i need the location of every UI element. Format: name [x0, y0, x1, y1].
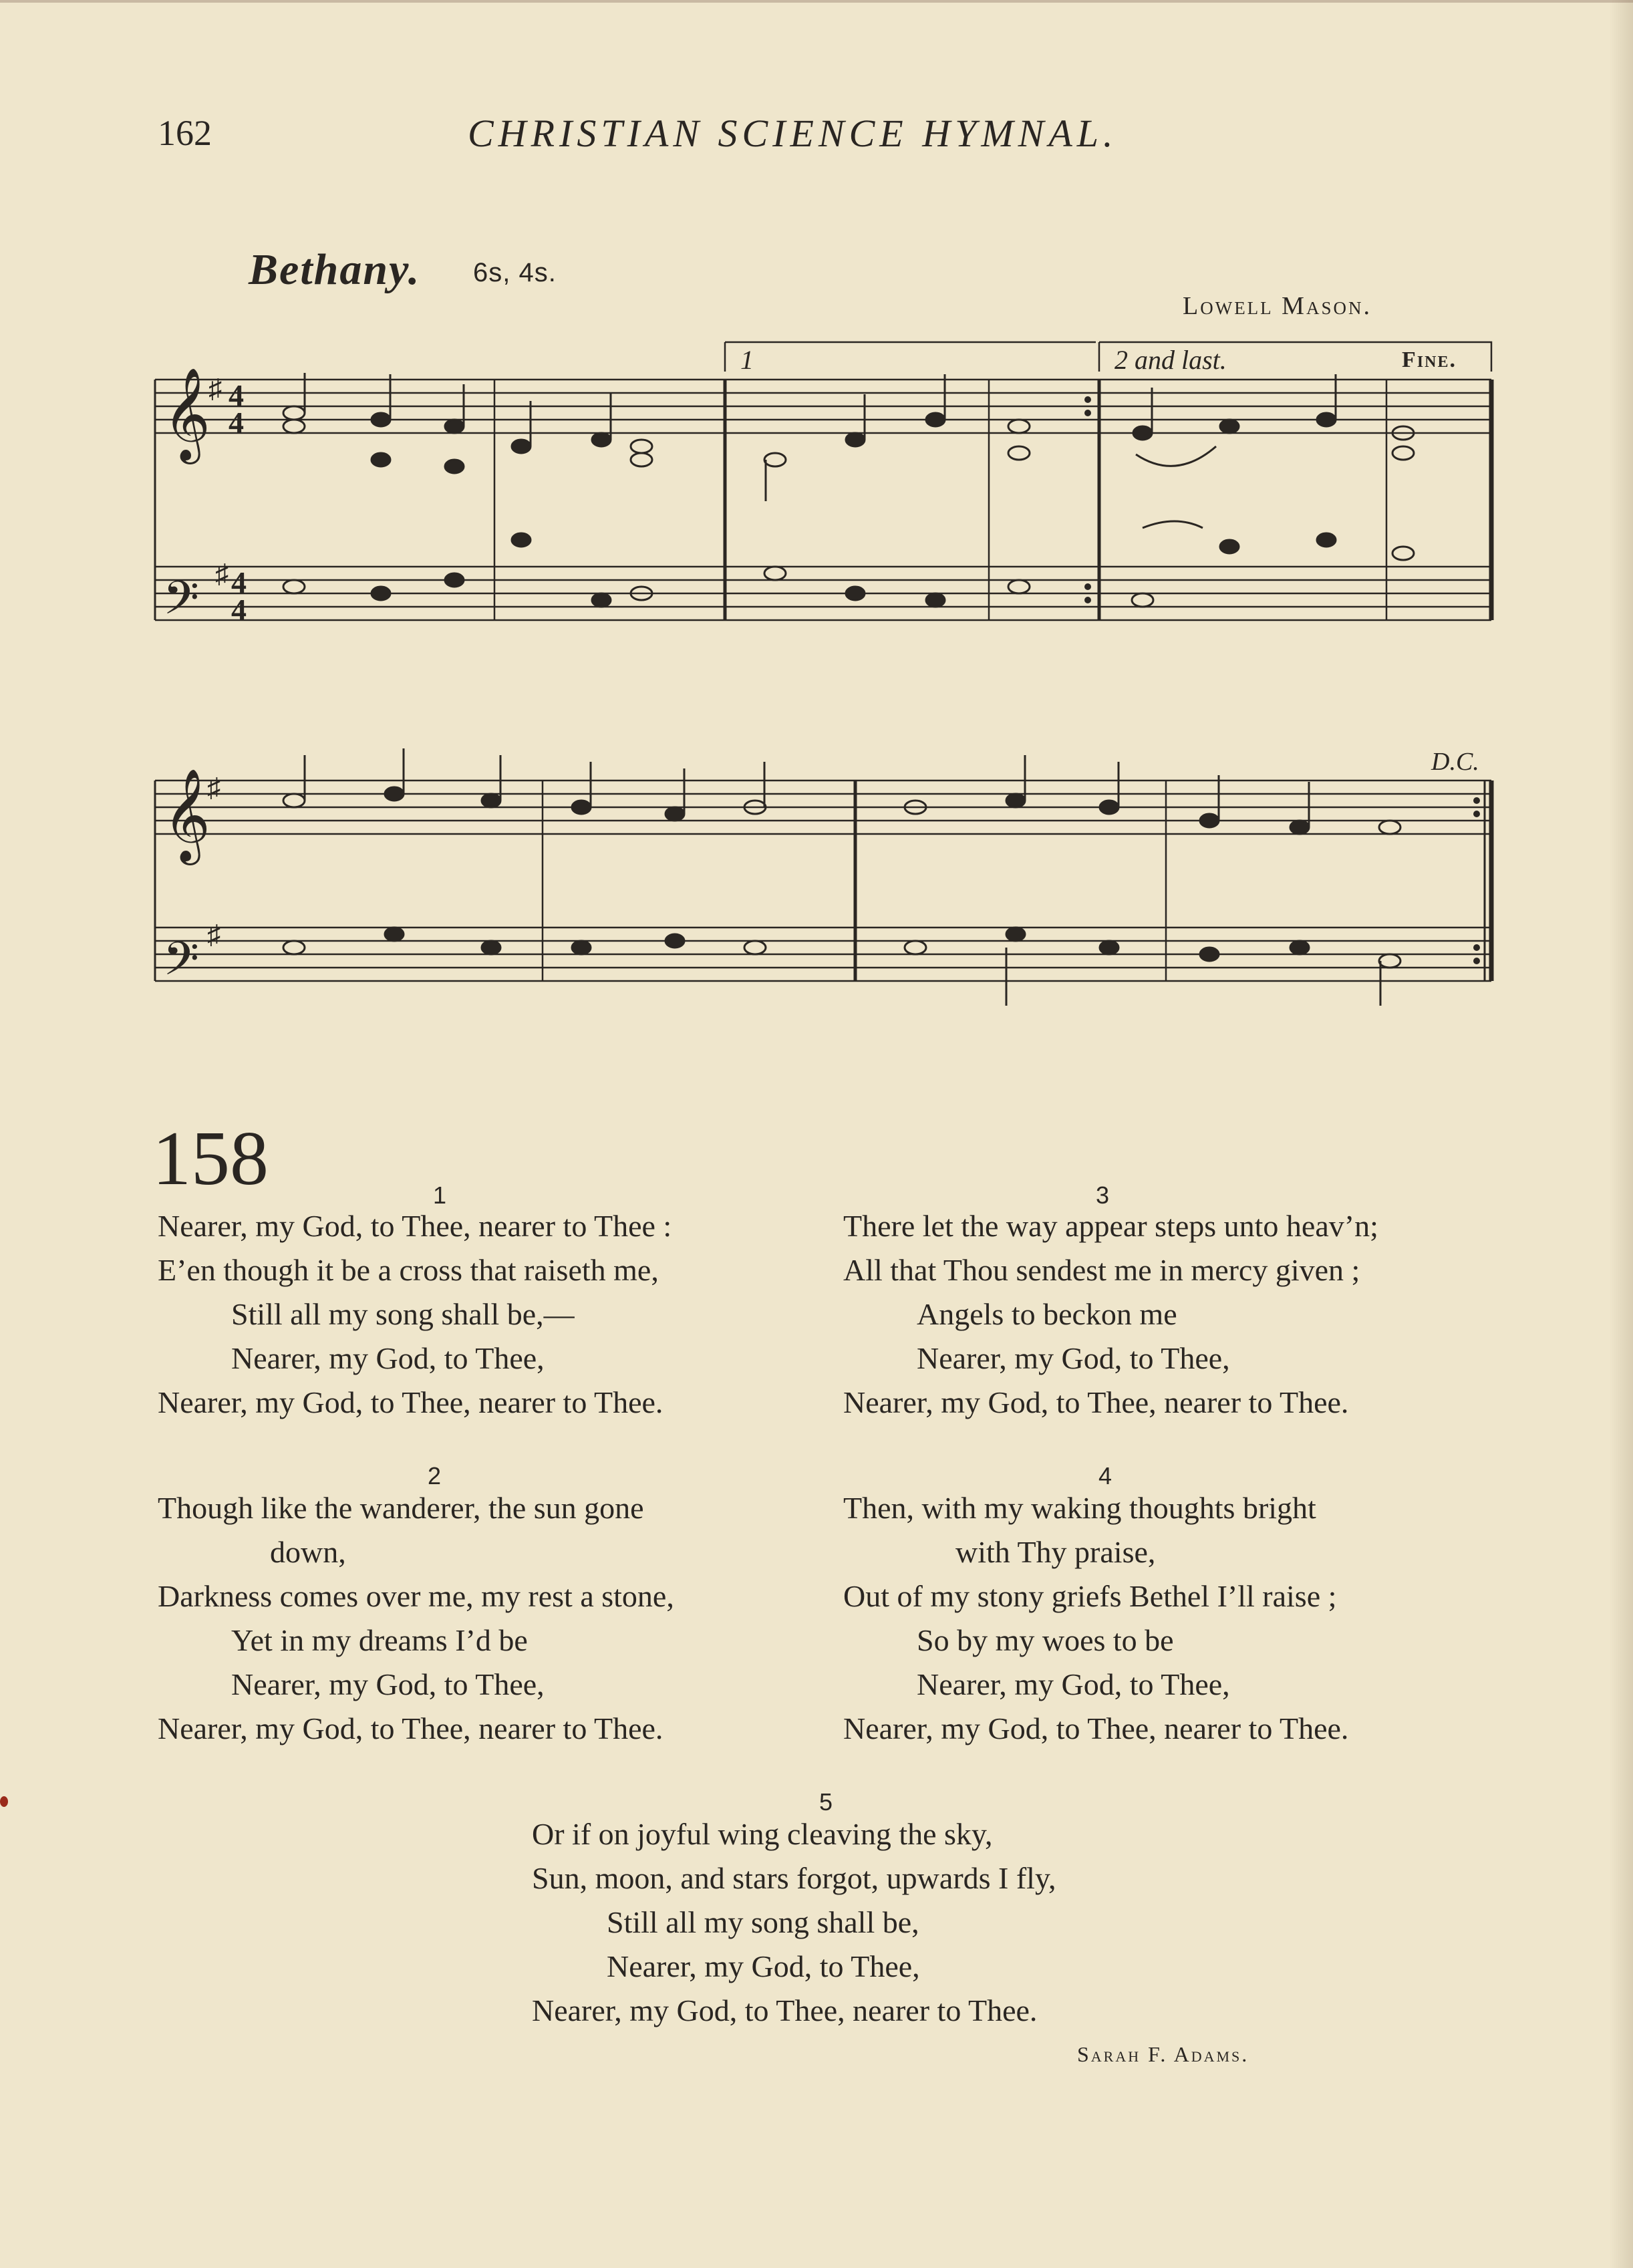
bass-clef-icon: 𝄢 [163, 571, 200, 636]
verse-line: Though like the wanderer, the sun gone [158, 1491, 644, 1525]
verse-number: 2 [428, 1462, 442, 1490]
first-ending-label: 1 [740, 345, 754, 375]
verse-line: Angels to beckon me [917, 1297, 1177, 1331]
sharp-icon: ♯ [208, 374, 222, 404]
verse-number: 5 [819, 1788, 833, 1816]
treble-clef-icon: 𝄞 [163, 768, 210, 861]
verse-line: Yet in my dreams I’d be [231, 1623, 528, 1657]
verse-line: Nearer, my God, to Thee, nearer to Thee. [158, 1385, 663, 1419]
verse-line: Darkness comes over me, my rest a stone, [158, 1579, 674, 1613]
verse-line: Nearer, my God, to Thee, nearer to Thee : [158, 1209, 672, 1243]
fine-label: Fine. [1402, 347, 1457, 372]
repeat-dots [1084, 396, 1480, 964]
slurs [1136, 446, 1216, 528]
verse-line: Still all my song shall be, [607, 1905, 919, 1939]
verse-line: Nearer, my God, to Thee, [607, 1949, 920, 1983]
verse-number: 4 [1098, 1462, 1112, 1490]
tune-name: Bethany. [249, 245, 421, 294]
verse-line: E’en though it be a cross that raiseth me, [158, 1253, 659, 1287]
verse-line: There let the way appear steps unto heav’n; [843, 1209, 1378, 1243]
verse-line: Nearer, my God, to Thee, nearer to Thee. [532, 1993, 1038, 2027]
verse-line: Sun, moon, and stars forgot, upwards I fly, [532, 1861, 1056, 1895]
time-signature-top: 4 [229, 378, 244, 412]
verse-line: Nearer, my God, to Thee, [231, 1667, 545, 1701]
second-ending-label: 2 and last. [1115, 345, 1227, 375]
verse-line: Out of my stony griefs Bethel I’ll raise ; [843, 1579, 1337, 1613]
sharp-icon: ♯ [207, 772, 220, 803]
verse-line: Or if on joyful wing cleaving the sky, [532, 1817, 993, 1851]
sharp-icon: ♯ [207, 919, 220, 950]
verse-line: So by my woes to be [917, 1623, 1174, 1657]
verse-line: Still all my song shall be,— [231, 1297, 575, 1331]
running-head: CHRISTIAN SCIENCE HYMNAL. [468, 112, 1118, 155]
music-score [0, 0, 1633, 1042]
da-capo-label: D.C. [1431, 748, 1479, 776]
time-signature-bottom: 4 [229, 406, 244, 440]
verse-line: Nearer, my God, to Thee, [917, 1667, 1230, 1701]
verse-line: Nearer, my God, to Thee, nearer to Thee. [843, 1385, 1349, 1419]
page-number: 162 [158, 113, 212, 153]
verse-line: with Thy praise, [955, 1535, 1156, 1569]
verse-line: All that Thou sendest me in mercy given ; [843, 1253, 1360, 1287]
composer: Lowell Mason. [1183, 292, 1372, 320]
hymn-number: 158 [152, 1116, 269, 1201]
verse-line: Nearer, my God, to Thee, nearer to Thee. [843, 1711, 1349, 1745]
verse-line: Nearer, my God, to Thee, nearer to Thee. [158, 1711, 663, 1745]
meter: 6s, 4s. [473, 258, 557, 287]
time-signature-bottom: 4 [231, 593, 247, 627]
note-heads [283, 406, 1414, 968]
treble-clef-icon: 𝄞 [163, 368, 210, 460]
verse-line: Nearer, my God, to Thee, [917, 1341, 1230, 1375]
verse-line: Nearer, my God, to Thee, [231, 1341, 545, 1375]
time-signature-top: 4 [231, 565, 247, 599]
verse-line: Then, with my waking thoughts bright [843, 1491, 1316, 1525]
note-stems [305, 373, 1380, 1006]
staff-system-1 [155, 342, 1491, 620]
verse-line: down, [270, 1535, 346, 1569]
author: Sarah F. Adams. [1077, 2042, 1249, 2066]
sharp-icon: ♯ [215, 559, 229, 589]
verse-number: 3 [1096, 1181, 1110, 1209]
margin-mark [0, 1796, 8, 1807]
verse-number: 1 [433, 1181, 447, 1209]
bass-clef-icon: 𝄢 [163, 932, 200, 997]
